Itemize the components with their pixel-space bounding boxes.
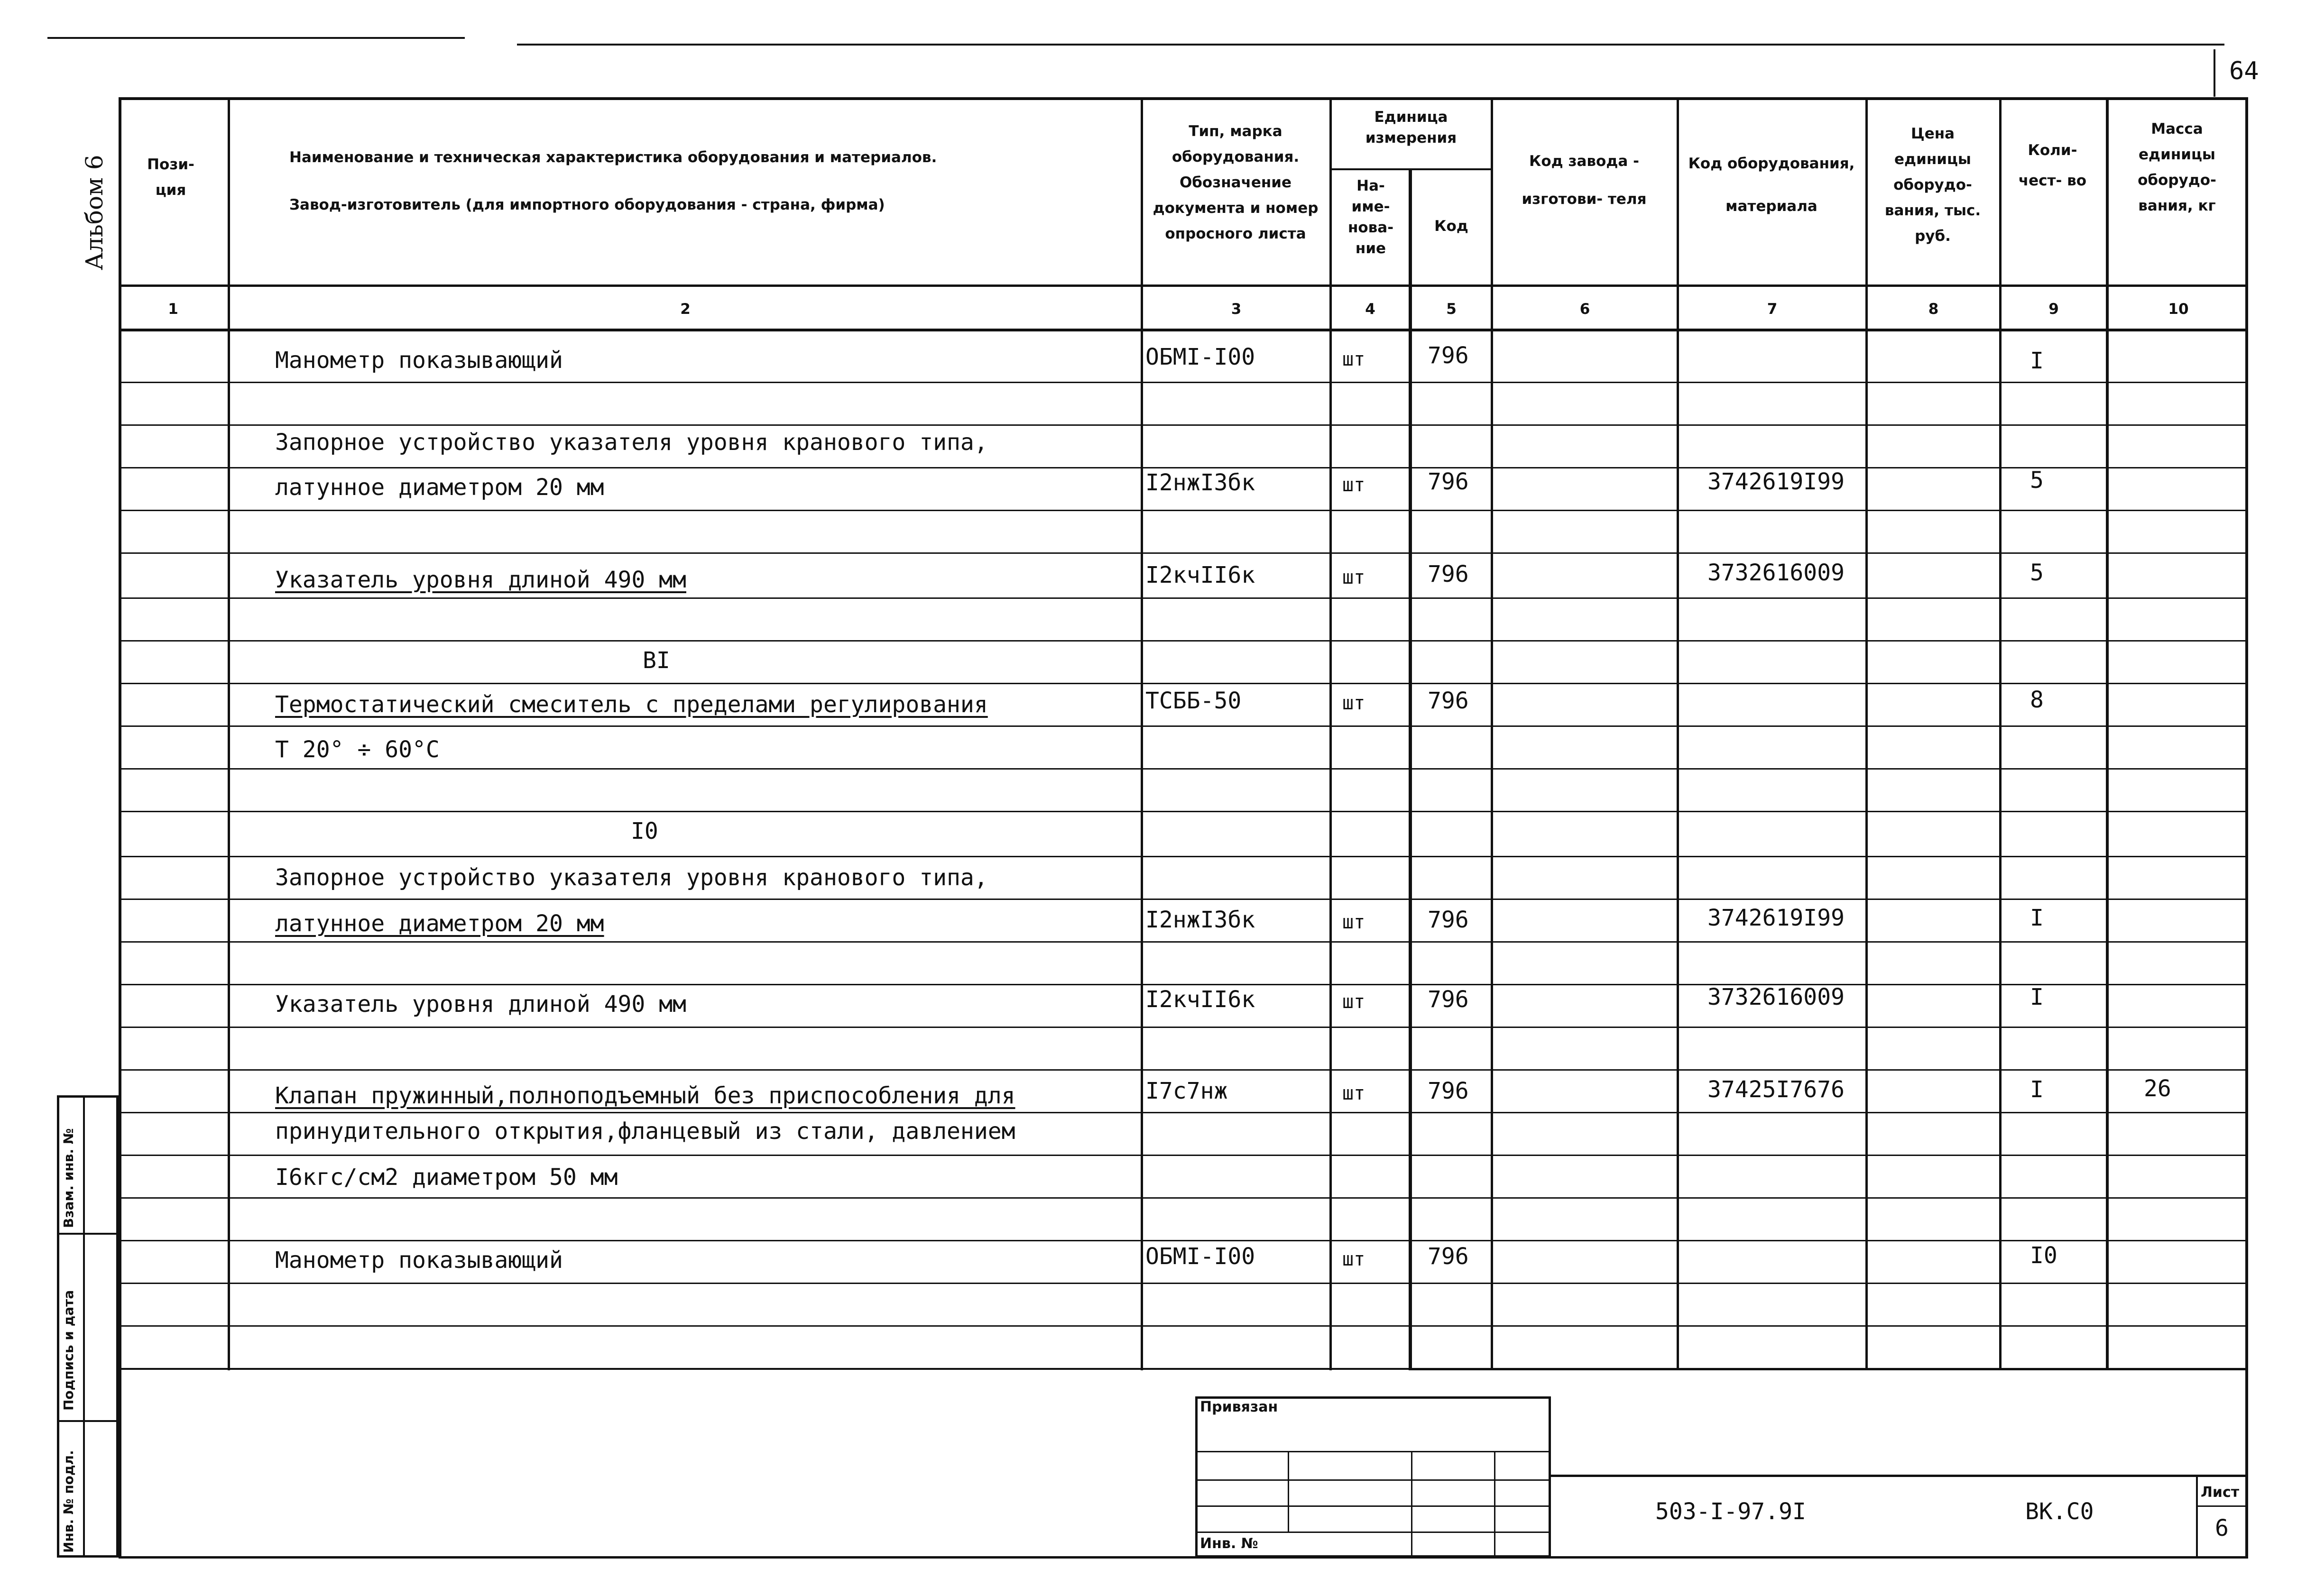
col-line-1: [228, 97, 230, 1370]
row-line: [119, 1069, 2248, 1071]
cell-code: 796: [1428, 907, 1469, 933]
row-line: [119, 1155, 2248, 1156]
table-row: латунное диаметром 20 мм: [275, 474, 604, 501]
section-label: BI: [643, 647, 670, 674]
table-row: Манометр показывающий: [275, 1247, 563, 1274]
stamp-vline: [1411, 1451, 1412, 1558]
cell-type: I2нжI3бк: [1145, 907, 1255, 933]
cell-mcode: 3742619I99: [1707, 468, 1845, 495]
row-line: [119, 597, 2248, 599]
cell-unit: шт: [1342, 1248, 1365, 1270]
table-row: Манометр показывающий: [275, 347, 563, 374]
row-line: [119, 1240, 2248, 1241]
stamp-line: [1195, 1532, 1551, 1533]
table-row: Запорное устройство указателя уровня кранового типа,: [275, 864, 988, 891]
table-row: Указатель уровня длиной 490 мм: [275, 991, 686, 1018]
header-c7: Код оборудования, материала: [1688, 155, 1855, 215]
row-line: [119, 984, 2248, 985]
doc-code: 503-I-97.9I: [1655, 1498, 1806, 1525]
row-line: [119, 424, 2248, 426]
cell-mass: 26: [2144, 1075, 2171, 1102]
table-row: Т 20° ÷ 60°С: [275, 736, 440, 763]
row-line: [119, 1325, 2248, 1327]
cell-code: 796: [1428, 342, 1469, 369]
row-line: [119, 552, 2248, 554]
cell-mcode: 3732616009: [1707, 560, 1845, 586]
side-label-vzam: Взам. инв. №: [61, 1128, 76, 1228]
header-c8: Цена единицы оборудо- вания, тыс. руб.: [1884, 125, 1981, 245]
col-line-9: [2106, 97, 2109, 1370]
row-line: [119, 640, 2248, 642]
colnum-9: 9: [2048, 301, 2059, 318]
header-c6: Код завода - изготови- теля: [1522, 153, 1647, 208]
row-line: [119, 811, 2248, 812]
sheet-number: 6: [2215, 1515, 2229, 1541]
table-bottom-left: [119, 1368, 1411, 1370]
cell-qty: I: [2030, 984, 2044, 1010]
header-c4: На- име- нова- ние: [1347, 177, 1394, 257]
stamp-vline: [1288, 1451, 1289, 1532]
top-rule-right: [517, 44, 2224, 46]
col-line-5: [1491, 97, 1493, 1370]
page-number-rule: [2214, 49, 2215, 97]
colnum-8: 8: [1928, 301, 1939, 318]
col-line-6: [1677, 97, 1679, 1370]
top-rule-left: [47, 37, 465, 39]
colnum-7: 7: [1767, 301, 1778, 318]
cell-code: 796: [1428, 986, 1469, 1013]
row-line: [119, 1197, 2248, 1199]
colnum-bottom-line: [119, 329, 2248, 331]
header-c1: Пози- ция: [147, 156, 194, 199]
table-row: латунное диаметром 20 мм: [275, 910, 604, 937]
stamp-inv-no: Инв. №: [1200, 1535, 1258, 1552]
row-line: [119, 467, 2248, 468]
doc-mark: ВК.С0: [2025, 1498, 2094, 1525]
row-line: [119, 683, 2248, 684]
side-label-inv-podl: Инв. № подл.: [61, 1450, 76, 1553]
colnum-3: 3: [1231, 301, 1242, 318]
cell-qty: 5: [2030, 560, 2044, 586]
cell-type: I7с7нж: [1145, 1078, 1228, 1104]
row-line: [119, 1283, 2248, 1284]
row-line: [119, 768, 2248, 770]
title-block-top: [1551, 1475, 2248, 1477]
table-row: Термостатический смеситель с пределами регулирования: [275, 691, 988, 718]
cell-unit: шт: [1342, 911, 1365, 933]
sheet-box-line: [2196, 1475, 2198, 1558]
colnum-4: 4: [1365, 301, 1375, 318]
side-label-podpis: Подпись и дата: [61, 1290, 76, 1411]
cell-type: OБМI-I00: [1145, 1243, 1255, 1270]
cell-mcode: 3742619I99: [1707, 905, 1845, 931]
cell-type: OБМI-I00: [1145, 344, 1255, 370]
header-c3: Тип, марка оборудования. Обозначение документа и номер опросного листа: [1153, 123, 1319, 242]
cell-code: 796: [1428, 1078, 1469, 1104]
cell-code: 796: [1428, 1243, 1469, 1270]
cell-unit: шт: [1342, 991, 1365, 1013]
colnum-1: 1: [168, 301, 178, 318]
cell-type: I2кчII6к: [1145, 562, 1255, 588]
row-line: [119, 725, 2248, 727]
cell-unit: шт: [1342, 474, 1365, 496]
colnum-10: 10: [2168, 301, 2189, 318]
row-line: [119, 510, 2248, 511]
sheet-box-split: [2196, 1505, 2248, 1507]
frame-bottom: [119, 1556, 2248, 1559]
cell-unit: шт: [1342, 692, 1365, 714]
cell-qty: 8: [2030, 687, 2044, 713]
stamp-privyazan-box: [1195, 1396, 1551, 1558]
table-row: I6кгс/см2 диаметром 50 мм: [275, 1164, 618, 1191]
cell-qty: I: [2030, 905, 2044, 931]
stamp-line: [1195, 1505, 1551, 1507]
row-line: [119, 856, 2248, 857]
cell-unit: шт: [1342, 567, 1365, 588]
table-row: Указатель уровня длиной 490 мм: [275, 567, 686, 593]
header-c2-line2: Завод-изготовитель (для импортного оборудования - страна, фирма): [289, 196, 885, 213]
row-line: [119, 1112, 2248, 1113]
colnum-6: 6: [1579, 301, 1590, 318]
cell-mcode: 37425I7676: [1707, 1076, 1845, 1103]
cell-qty: I: [2030, 348, 2044, 374]
stamp-line: [1195, 1451, 1551, 1452]
row-line: [119, 382, 2248, 383]
cell-unit: шт: [1342, 349, 1365, 370]
section-label: I0: [631, 818, 658, 844]
sheet-label: Лист: [2201, 1484, 2240, 1501]
header-c2-line1: Наименование и техническая характеристика оборудования и материалов.: [289, 149, 937, 166]
table-row: принудительного открытия,фланцевый из стали, давлением: [275, 1118, 1015, 1145]
row-line: [119, 899, 2248, 900]
col-line-7: [1865, 97, 1868, 1370]
row-line: [119, 1027, 2248, 1028]
colnum-5: 5: [1446, 301, 1457, 318]
col-line-3: [1329, 97, 1332, 1370]
cell-type: ТСББ-50: [1145, 688, 1242, 714]
table-bottom-right: [1409, 1368, 2109, 1370]
cell-qty: I: [2030, 1076, 2044, 1103]
cell-mcode: 3732616009: [1707, 984, 1845, 1010]
page-number: 64: [2229, 57, 2259, 85]
cell-code: 796: [1428, 468, 1469, 495]
col-line-8: [1999, 97, 2002, 1370]
cell-qty: 5: [2030, 467, 2044, 494]
side-stamp-sep1: [57, 1233, 119, 1235]
col-line-2: [1141, 97, 1143, 1370]
row-line: [119, 941, 2248, 943]
table-row: Клапан пружинный,полноподъемный без приспособления для: [275, 1082, 1015, 1109]
side-stamp-sep2: [57, 1420, 119, 1422]
cell-code: 796: [1428, 561, 1469, 587]
cell-type: I2нжI3бк: [1145, 469, 1255, 496]
cell-qty: I0: [2030, 1242, 2057, 1269]
side-stamp-divider: [83, 1095, 85, 1558]
colnum-2: 2: [680, 301, 691, 318]
album-label: Альбом 6: [81, 155, 108, 270]
header-c45: Единица измерения: [1365, 109, 1457, 147]
cell-code: 796: [1428, 688, 1469, 714]
stamp-privyazan: Привязан: [1200, 1399, 1278, 1415]
cell-type: I2кчII6к: [1145, 986, 1255, 1013]
header-c9: Коли- чест- во: [2018, 142, 2087, 189]
cell-unit: шт: [1342, 1082, 1365, 1104]
stamp-line: [1195, 1479, 1551, 1481]
header-bottom-line: [119, 284, 2248, 287]
stamp-vline: [1494, 1451, 1495, 1558]
col-9-bottom: [2109, 1368, 2248, 1370]
header-c10: Масса единицы оборудо- вания, кг: [2138, 120, 2216, 214]
table-row: Запорное устройство указателя уровня кранового типа,: [275, 429, 988, 456]
header-c5: Код: [1434, 218, 1468, 235]
